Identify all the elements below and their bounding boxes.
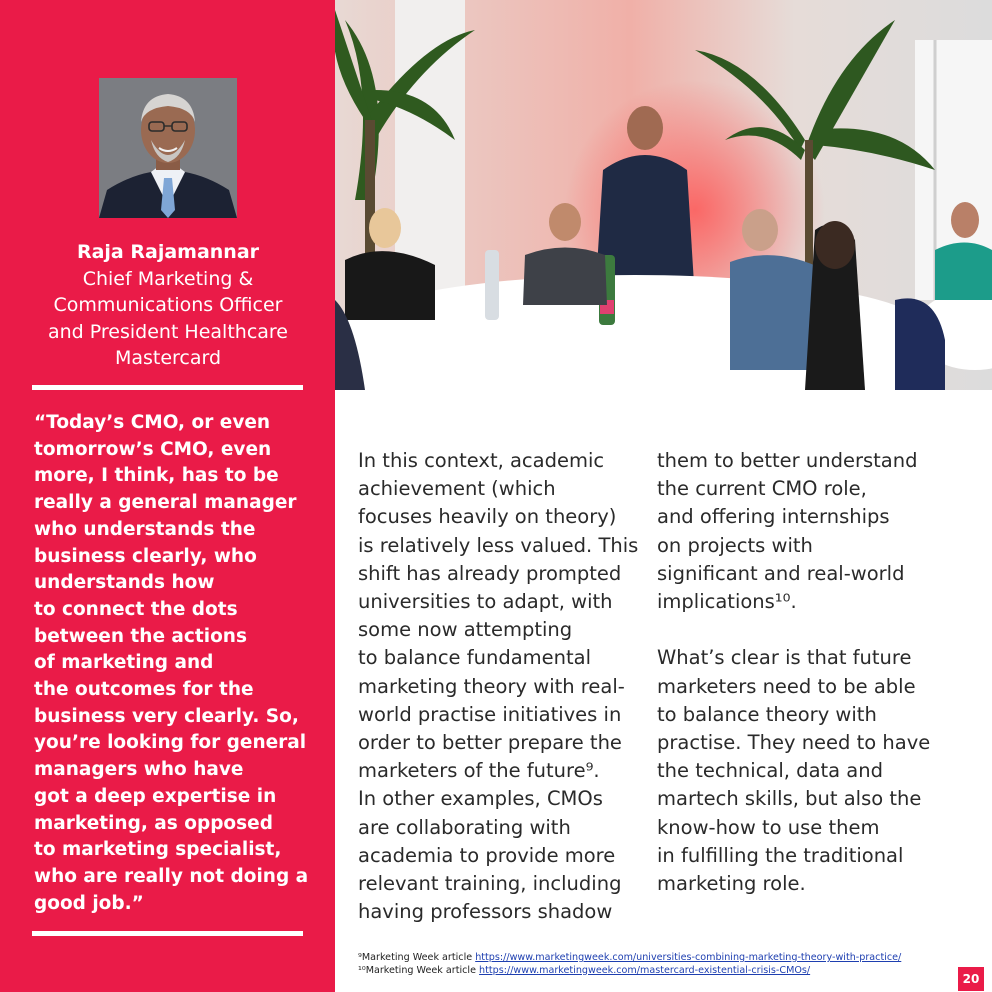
- person-role-line: and President Healthcare: [47, 320, 288, 343]
- profile-sidebar: [0, 0, 335, 992]
- footnotes: [358, 952, 901, 977]
- quote-line: tomorrow’s CMO, even: [34, 438, 272, 460]
- body-column-right: [657, 447, 930, 898]
- body-line: What’s clear is that future: [657, 646, 912, 670]
- quote-line: business clearly, who: [34, 545, 257, 567]
- quote-line: you’re looking for general: [34, 732, 307, 754]
- body-line: practise. They need to have: [657, 731, 931, 755]
- quote-line: of marketing and: [34, 652, 214, 674]
- footnote-9: [358, 952, 901, 965]
- quote-line: good job.”: [34, 892, 144, 914]
- quote-line: to connect the dots: [34, 598, 238, 620]
- footnote-label: ¹⁰Marketing Week article: [358, 964, 480, 976]
- body-line: academia to provide more: [358, 843, 616, 867]
- body-line: universities to adapt, with: [358, 590, 613, 614]
- body-line: order to better prepare the: [358, 731, 622, 755]
- body-line: and offering internships: [657, 505, 890, 529]
- quote-line: “Today’s CMO, or even: [34, 412, 271, 433]
- quote-line: the outcomes for the: [34, 679, 254, 701]
- footnote-10: [358, 965, 901, 978]
- person-role-line: Chief Marketing &: [82, 267, 254, 290]
- body-line: them to better understand: [657, 449, 918, 472]
- body-column-left: [358, 447, 638, 926]
- quote-line: managers who have: [34, 759, 244, 781]
- quote-line: who understands the: [34, 518, 256, 540]
- body-line: significant and real-world: [657, 561, 905, 585]
- quote-line: really a general manager: [34, 492, 297, 514]
- person-role-line: Communications Officer: [53, 294, 283, 316]
- body-line: know-how to use them: [657, 815, 880, 839]
- body-line: to balance theory with: [657, 702, 877, 726]
- body-line: martech skills, but also the: [657, 787, 922, 811]
- body-line: marketers of the future⁹.: [358, 759, 600, 783]
- body-line: having professors shadow: [358, 900, 613, 924]
- pull-quote: [34, 410, 324, 917]
- body-line: marketing theory with real-: [358, 674, 625, 698]
- quote-line: to marketing specialist,: [34, 839, 282, 861]
- paragraph-gap: [657, 616, 930, 644]
- quote-line: business very clearly. So,: [34, 705, 299, 727]
- quote-line: who are really not doing a: [34, 865, 309, 887]
- portrait-photo: [99, 78, 237, 218]
- body-line: are collaborating with: [358, 815, 571, 839]
- body-line: In other examples, CMOs: [358, 787, 603, 811]
- body-line: the current CMO role,: [657, 477, 867, 501]
- person-company: Mastercard: [114, 347, 222, 369]
- body-line: achievement (which: [358, 477, 556, 501]
- footnote-label: ⁹Marketing Week article: [358, 952, 476, 963]
- quote-line: got a deep expertise in: [34, 785, 277, 807]
- body-line: implications¹⁰.: [657, 590, 797, 614]
- body-line: world practise initiatives in: [358, 702, 622, 726]
- footnote-link[interactable]: https://www.marketingweek.com/universities-combining-marketing-theory-with-practice/: [475, 952, 902, 963]
- body-line: marketing role.: [657, 872, 806, 896]
- body-line: in fulfilling the traditional: [657, 843, 904, 867]
- footnote-link[interactable]: https://www.marketingweek.com/mastercard-existential-crisis-CMOs/: [479, 964, 811, 976]
- body-line: shift has already prompted: [358, 561, 622, 585]
- body-line: the technical, data and: [657, 759, 883, 783]
- quote-line: understands how: [34, 572, 215, 594]
- body-line: on projects with: [657, 533, 813, 557]
- divider-top: [32, 385, 303, 390]
- body-line: some now attempting: [358, 618, 573, 642]
- body-line: relevant training, including: [358, 872, 622, 896]
- divider-bottom: [32, 931, 303, 936]
- page-number: 20: [958, 967, 984, 991]
- quote-line: between the actions: [34, 625, 247, 647]
- quote-line: marketing, as opposed: [34, 812, 273, 834]
- person-name: Raja Rajamannar: [76, 241, 260, 263]
- profile-caption: [20, 239, 316, 372]
- body-line: is relatively less valued. This: [358, 533, 639, 557]
- body-line: In this context, academic: [358, 449, 605, 472]
- event-photo: [335, 0, 992, 390]
- quote-line: more, I think, has to be: [34, 465, 279, 487]
- body-line: to balance fundamental: [358, 646, 592, 670]
- body-line: marketers need to be able: [657, 674, 916, 698]
- body-line: focuses heavily on theory): [358, 505, 617, 529]
